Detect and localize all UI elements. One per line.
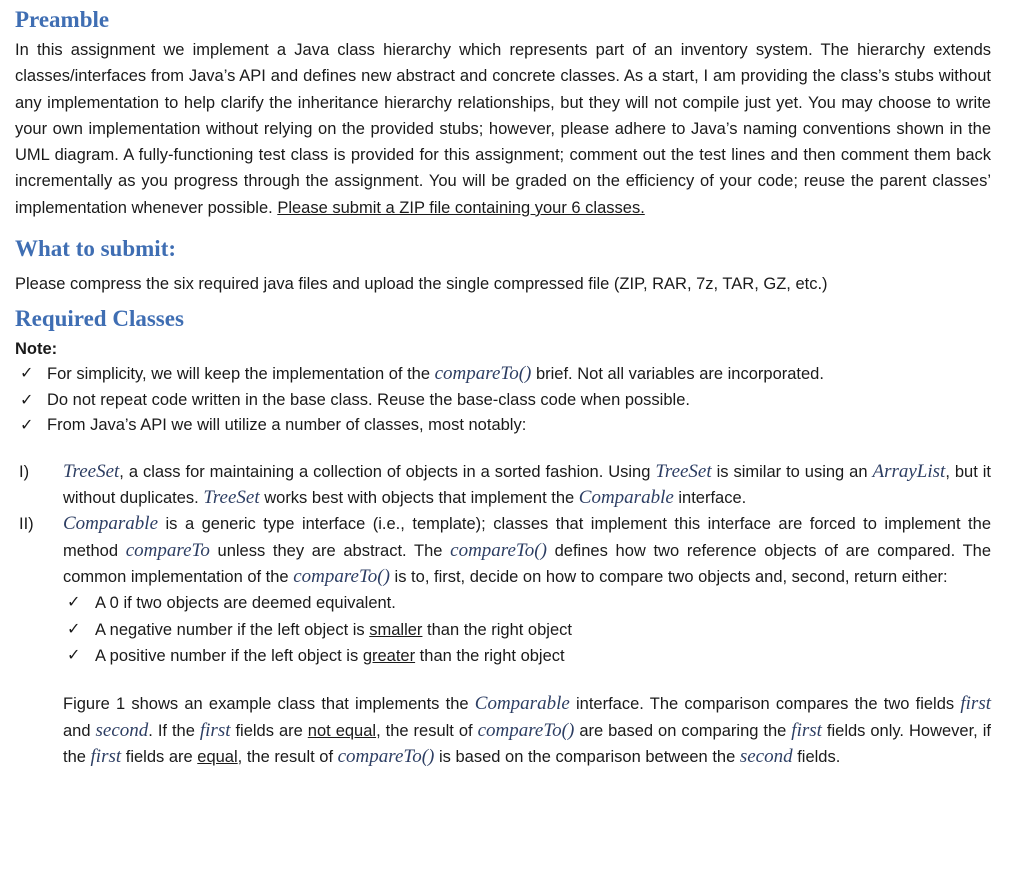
para-text: Figure 1 shows an example class that implements the [63, 695, 475, 714]
underlined-term: smaller [369, 620, 423, 639]
treeset-paragraph [63, 459, 991, 512]
code-second: second [739, 745, 793, 767]
item-text: interface. [673, 489, 747, 508]
preamble-text: In this assignment we implement a Java class hierarchy which represents part of an inventory system. The hierarchy extends classes/interfaces from Java’s API and defines new abstract and concrete classes. As a start, I am providing the class’s stubs without any implementation to help clarify the inheritance hierarchy relationships, but they will not compile just yet. You may choose to write your own implementation without relying on the provided stubs; however, please adhere to Java’s naming conventions shown in the UML diagram. A fully-functioning test class is provided for this assignment; comment out the test lines and then comment them back incrementally as you progress through the assignment. You will be graded on the efficiency of your code; reuse the parent classes’ implementation whenever possible. [15, 41, 991, 217]
preamble-paragraph [15, 37, 991, 221]
code-comparable: Comparable [474, 693, 570, 715]
para-text: , the result of [237, 747, 338, 766]
checkmark-icon: ✓ [67, 620, 81, 638]
note-text: From Java’s API we will utilize a number of classes, most notably: [47, 416, 527, 435]
item-number: II) [19, 515, 34, 534]
submit-text: Please compress the six required java files and upload the single compressed file (ZIP, RAR, 7z, TAR, GZ, etc.) [15, 275, 828, 294]
code-compareto: compareTo() [337, 745, 435, 767]
code-comparable: Comparable [578, 487, 674, 509]
code-treeset: TreeSet [63, 460, 120, 482]
para-text: fields. [792, 747, 841, 766]
item-text: than the right object [422, 620, 572, 639]
checkmark-icon: ✓ [67, 646, 81, 664]
code-compareto: compareTo() [450, 539, 547, 561]
code-comparable: Comparable [63, 513, 158, 535]
comparable-paragraph [63, 511, 991, 590]
list-item [63, 590, 991, 616]
note-text: For simplicity, we will keep the implementation of the [47, 365, 435, 384]
item-text: than the right object [415, 646, 565, 665]
para-text: interface. The comparison compares the two fields [569, 695, 961, 714]
code-arraylist: ArrayList [872, 460, 946, 482]
code-first: first [791, 719, 822, 741]
required-classes-heading: Required Classes [15, 306, 184, 332]
para-text: , the result of [376, 721, 478, 740]
code-treeset: TreeSet [203, 487, 260, 509]
code-compareto: compareTo [125, 539, 210, 561]
item-text: is a generic type interface (i.e., template); classes that implement this interface are forced to implement the method [63, 515, 991, 560]
note-list [15, 361, 991, 439]
note-text: Do not repeat code written in the base class. Reuse the base-class code when possible. [47, 390, 690, 409]
note-text: brief. Not all variables are incorporated. [531, 365, 824, 384]
note-label: Note: [15, 340, 58, 359]
para-text: fields are [230, 721, 308, 740]
para-text: . If the [148, 721, 200, 740]
item-text: A 0 if two objects are deemed equivalent. [95, 594, 396, 613]
underlined-term: equal [197, 747, 238, 766]
para-text: and [63, 721, 96, 740]
code-second: second [95, 719, 149, 741]
list-item [15, 361, 991, 388]
checkmark-icon: ✓ [20, 365, 34, 383]
return-value-list [63, 590, 991, 669]
item-text: , a class for maintaining a collection of objects in a sorted fashion. Using [119, 462, 656, 481]
submit-zip-note: Please submit a ZIP file containing your 6 classes. [277, 198, 645, 217]
item-text: unless they are abstract. The [209, 541, 451, 560]
item-text: A positive number if the left object is [95, 646, 363, 665]
list-item-comparable [15, 511, 991, 669]
item-text: works best with objects that implement the [259, 489, 579, 508]
para-text: are based on comparing the [574, 721, 792, 740]
underlined-term: greater [362, 646, 416, 665]
list-item-treeset [15, 459, 991, 512]
code-treeset: TreeSet [655, 460, 712, 482]
para-text: fields are [121, 747, 198, 766]
item-text: A negative number if the left object is [95, 620, 370, 639]
item-number: I) [19, 462, 30, 481]
what-to-submit-heading: What to submit: [15, 236, 177, 262]
code-first: first [960, 693, 991, 715]
para-text: is based on the comparison between the [434, 747, 740, 766]
figure-paragraph-wrap [15, 691, 991, 770]
item-text: , but it without duplicates. [63, 462, 991, 508]
list-item [63, 643, 991, 669]
underlined-term: not equal [307, 721, 377, 740]
preamble-heading: Preamble [15, 7, 110, 32]
list-item [15, 413, 991, 439]
api-class-list [15, 459, 991, 669]
item-text: is similar to using an [711, 462, 873, 481]
item-text: defines how two reference objects of are compared. The common implementation of the [63, 541, 991, 587]
code-compareto: compareTo() [477, 719, 575, 741]
code-compareto: compareTo() [434, 363, 532, 385]
checkmark-icon: ✓ [67, 594, 81, 612]
code-first: first [199, 719, 231, 741]
checkmark-icon: ✓ [20, 391, 34, 409]
para-text: fields only. However, if the [63, 721, 991, 766]
checkmark-icon: ✓ [20, 417, 34, 435]
document [15, 0, 991, 770]
code-first: first [90, 745, 122, 767]
figure-paragraph [63, 691, 991, 770]
list-item [63, 617, 991, 643]
list-item [15, 388, 991, 414]
code-compareto: compareTo() [293, 566, 390, 588]
item-text: is to, first, decide on how to compare two objects and, second, return either: [389, 568, 948, 587]
